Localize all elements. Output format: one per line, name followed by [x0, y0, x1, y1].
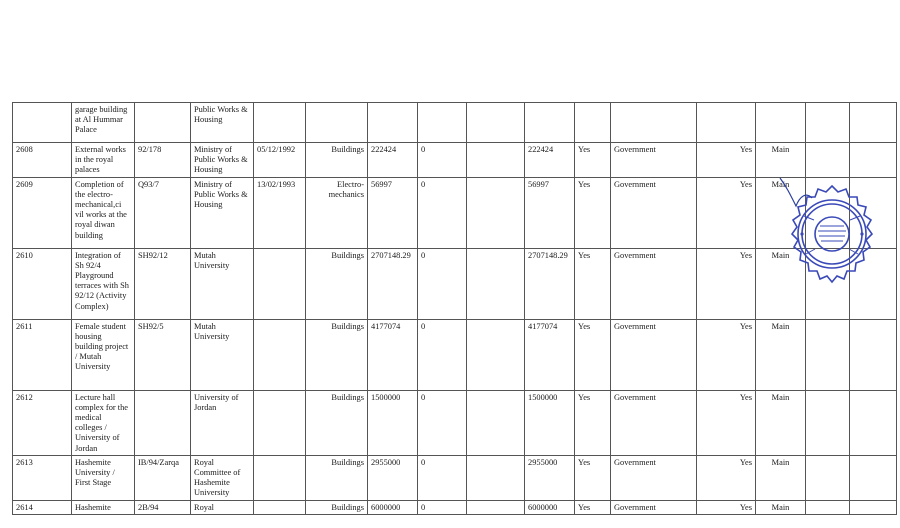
cell-project: Integration of Sh 92/4 Playground terraces with Sh 92/12 (Activity Complex)	[72, 248, 135, 319]
cell-empty	[850, 103, 897, 143]
cell-no: 2614	[13, 500, 72, 514]
cell-yes2: Yes	[697, 177, 756, 248]
cell-ref: SH92/12	[135, 248, 191, 319]
cell-blank	[467, 177, 525, 248]
cell-zero: 0	[418, 248, 467, 319]
table	[12, 102, 897, 515]
cell-project: garage building at Al Hummar Palace	[72, 103, 135, 143]
cell-no: 2612	[13, 390, 72, 455]
cell-zero	[418, 103, 467, 143]
cell-type	[306, 103, 368, 143]
cell-yes2: Yes	[697, 455, 756, 500]
cell-ref	[135, 390, 191, 455]
cell-ref: 2B/94	[135, 500, 191, 514]
cell-yes2: Yes	[697, 143, 756, 178]
cell-yes2: Yes	[697, 500, 756, 514]
cell-type: Buildings	[306, 143, 368, 178]
cell-funding: Government	[611, 319, 697, 390]
cell-ref: 92/178	[135, 143, 191, 178]
cell-yes1: Yes	[575, 177, 611, 248]
cell-empty	[850, 390, 897, 455]
cell-zero: 0	[418, 455, 467, 500]
cell-total: 2955000	[525, 455, 575, 500]
cell-yes1: Yes	[575, 143, 611, 178]
cell-project: External works in the royal palaces	[72, 143, 135, 178]
cell-category: Main	[756, 143, 806, 178]
project-register-table	[12, 102, 876, 515]
cell-empty	[806, 390, 850, 455]
table-row	[13, 319, 897, 390]
table-row	[13, 455, 897, 500]
cell-owner: University of Jordan	[191, 390, 254, 455]
cell-type: Buildings	[306, 455, 368, 500]
cell-category: Main	[756, 390, 806, 455]
cell-blank	[467, 319, 525, 390]
cell-date	[254, 248, 306, 319]
cell-value: 4177074	[368, 319, 418, 390]
cell-project: Female student housing building project / Mutah University	[72, 319, 135, 390]
cell-empty	[806, 455, 850, 500]
cell-date	[254, 390, 306, 455]
cell-blank	[467, 103, 525, 143]
cell-funding: Government	[611, 455, 697, 500]
cell-empty	[850, 319, 897, 390]
cell-empty	[806, 500, 850, 514]
cell-value	[368, 103, 418, 143]
cell-blank	[467, 390, 525, 455]
cell-funding: Government	[611, 390, 697, 455]
cell-total: 56997	[525, 177, 575, 248]
cell-ref: IB/94/Zarqa	[135, 455, 191, 500]
cell-empty	[850, 455, 897, 500]
table-row	[13, 103, 897, 143]
cell-no: 2610	[13, 248, 72, 319]
cell-date: 05/12/1992	[254, 143, 306, 178]
cell-date	[254, 103, 306, 143]
cell-empty	[850, 143, 897, 178]
cell-type: Buildings	[306, 248, 368, 319]
cell-yes2: Yes	[697, 390, 756, 455]
cell-value: 222424	[368, 143, 418, 178]
cell-total	[525, 103, 575, 143]
cell-value: 56997	[368, 177, 418, 248]
cell-yes1: Yes	[575, 248, 611, 319]
cell-empty	[806, 143, 850, 178]
cell-blank	[467, 248, 525, 319]
cell-yes1: Yes	[575, 390, 611, 455]
cell-project: Lecture hall complex for the medical colleges / University of Jordan	[72, 390, 135, 455]
cell-blank	[467, 455, 525, 500]
cell-owner: Mutah University	[191, 248, 254, 319]
cell-owner: Ministry of Public Works & Housing	[191, 143, 254, 178]
cell-yes1: Yes	[575, 455, 611, 500]
cell-zero: 0	[418, 319, 467, 390]
cell-zero: 0	[418, 500, 467, 514]
cell-date	[254, 455, 306, 500]
cell-empty	[806, 319, 850, 390]
cell-funding: Government	[611, 143, 697, 178]
cell-empty	[806, 103, 850, 143]
cell-date	[254, 500, 306, 514]
cell-category: Main	[756, 319, 806, 390]
cell-no: 2611	[13, 319, 72, 390]
table-row	[13, 500, 897, 514]
cell-type: Buildings	[306, 390, 368, 455]
cell-yes2: Yes	[697, 248, 756, 319]
table-row	[13, 177, 897, 248]
cell-blank	[467, 143, 525, 178]
cell-no: 2609	[13, 177, 72, 248]
cell-category	[756, 103, 806, 143]
cell-yes2	[697, 103, 756, 143]
cell-yes1: Yes	[575, 500, 611, 514]
cell-yes1: Yes	[575, 319, 611, 390]
cell-type: Electro-mechanics	[306, 177, 368, 248]
cell-zero: 0	[418, 143, 467, 178]
table-row	[13, 390, 897, 455]
cell-owner: Public Works & Housing	[191, 103, 254, 143]
cell-zero: 0	[418, 177, 467, 248]
cell-funding	[611, 103, 697, 143]
cell-owner: Royal	[191, 500, 254, 514]
cell-category: Main	[756, 177, 806, 248]
cell-total: 1500000	[525, 390, 575, 455]
cell-total: 4177074	[525, 319, 575, 390]
cell-project: Completion of the electro-mechanical,ci vil works at the royal diwan building	[72, 177, 135, 248]
cell-total: 6000000	[525, 500, 575, 514]
cell-blank	[467, 500, 525, 514]
cell-funding: Government	[611, 248, 697, 319]
cell-value: 1500000	[368, 390, 418, 455]
cell-yes1	[575, 103, 611, 143]
cell-category: Main	[756, 248, 806, 319]
cell-total: 222424	[525, 143, 575, 178]
cell-category: Main	[756, 500, 806, 514]
cell-value: 6000000	[368, 500, 418, 514]
cell-project: Hashemite	[72, 500, 135, 514]
cell-empty	[850, 500, 897, 514]
cell-yes2: Yes	[697, 319, 756, 390]
cell-ref: Q93/7	[135, 177, 191, 248]
table-row	[13, 143, 897, 178]
cell-no	[13, 103, 72, 143]
cell-total: 2707148.29	[525, 248, 575, 319]
cell-date: 13/02/1993	[254, 177, 306, 248]
cell-value: 2707148.29	[368, 248, 418, 319]
cell-funding: Government	[611, 177, 697, 248]
cell-owner: Mutah University	[191, 319, 254, 390]
cell-no: 2613	[13, 455, 72, 500]
cell-ref: SH92/5	[135, 319, 191, 390]
cell-value: 2955000	[368, 455, 418, 500]
cell-project: Hashemite University / First Stage	[72, 455, 135, 500]
cell-zero: 0	[418, 390, 467, 455]
cell-type: Buildings	[306, 319, 368, 390]
cell-category: Main	[756, 455, 806, 500]
cell-type: Buildings	[306, 500, 368, 514]
cell-funding: Government	[611, 500, 697, 514]
table-body	[13, 103, 897, 515]
table-row	[13, 248, 897, 319]
cell-owner: Ministry of Public Works & Housing	[191, 177, 254, 248]
cell-ref	[135, 103, 191, 143]
translation-seal-stamp	[776, 176, 888, 304]
cell-no: 2608	[13, 143, 72, 178]
cell-owner: Royal Committee of Hashemite University	[191, 455, 254, 500]
cell-date	[254, 319, 306, 390]
